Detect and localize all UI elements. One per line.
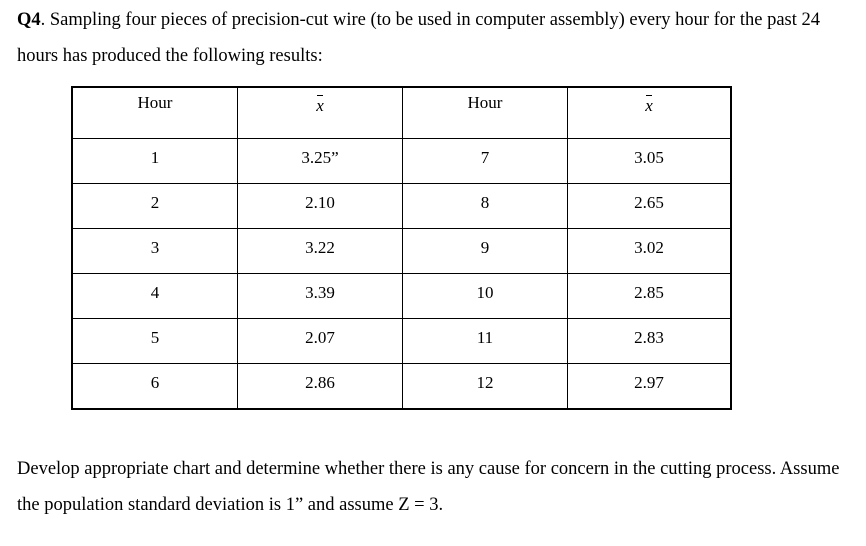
question-intro-text: . Sampling four pieces of precision-cut wire (to be used in computer assembly) every hour for the past 24 hours has produced the following results: [17, 10, 820, 66]
cell-hour: 8 [480, 193, 490, 212]
cell-hour: 1 [150, 148, 160, 167]
cell-xbar: 3.25” [301, 148, 339, 167]
cell-hour: 9 [480, 238, 490, 257]
table-row [72, 229, 731, 274]
cell-xbar: 2.97 [634, 373, 664, 392]
cell-xbar: 3.05 [634, 148, 664, 167]
cell-xbar: 2.86 [305, 373, 335, 392]
header-hour-right: Hour [403, 87, 568, 139]
cell-hour: 5 [150, 328, 160, 347]
cell-xbar: 2.83 [634, 328, 664, 347]
question-label: Q4 [17, 10, 41, 30]
cell-hour: 2 [150, 193, 160, 212]
cell-xbar: 3.39 [305, 283, 335, 302]
cell-xbar: 2.85 [634, 283, 664, 302]
table-row [72, 184, 731, 229]
cell-hour: 12 [476, 373, 494, 392]
header-xbar-left [238, 87, 403, 139]
question-body: Develop appropriate chart and determine whether there is any cause for concern in the cutting process. Assume the population standard deviation is 1” and assume Z = 3. [17, 459, 840, 515]
table-header-row [72, 87, 731, 139]
xbar-symbol: x [316, 88, 324, 116]
header-hour-left: Hour [72, 87, 238, 139]
table-row [72, 139, 731, 184]
cell-hour: 10 [476, 283, 494, 302]
results-table [71, 86, 732, 410]
cell-hour: 11 [476, 328, 494, 347]
table-row [72, 274, 731, 319]
cell-hour: 3 [150, 238, 160, 257]
cell-xbar: 2.07 [305, 328, 335, 347]
cell-xbar: 2.10 [305, 193, 335, 212]
table-row [72, 364, 731, 410]
cell-hour: 6 [150, 373, 160, 392]
question-intro [17, 2, 857, 74]
xbar-symbol: x [645, 88, 653, 116]
table-row [72, 319, 731, 364]
cell-xbar: 3.02 [634, 238, 664, 257]
cell-xbar: 2.65 [634, 193, 664, 212]
cell-hour: 7 [480, 148, 490, 167]
header-xbar-right [568, 87, 732, 139]
cell-xbar: 3.22 [305, 238, 335, 257]
cell-hour: 4 [150, 283, 160, 302]
